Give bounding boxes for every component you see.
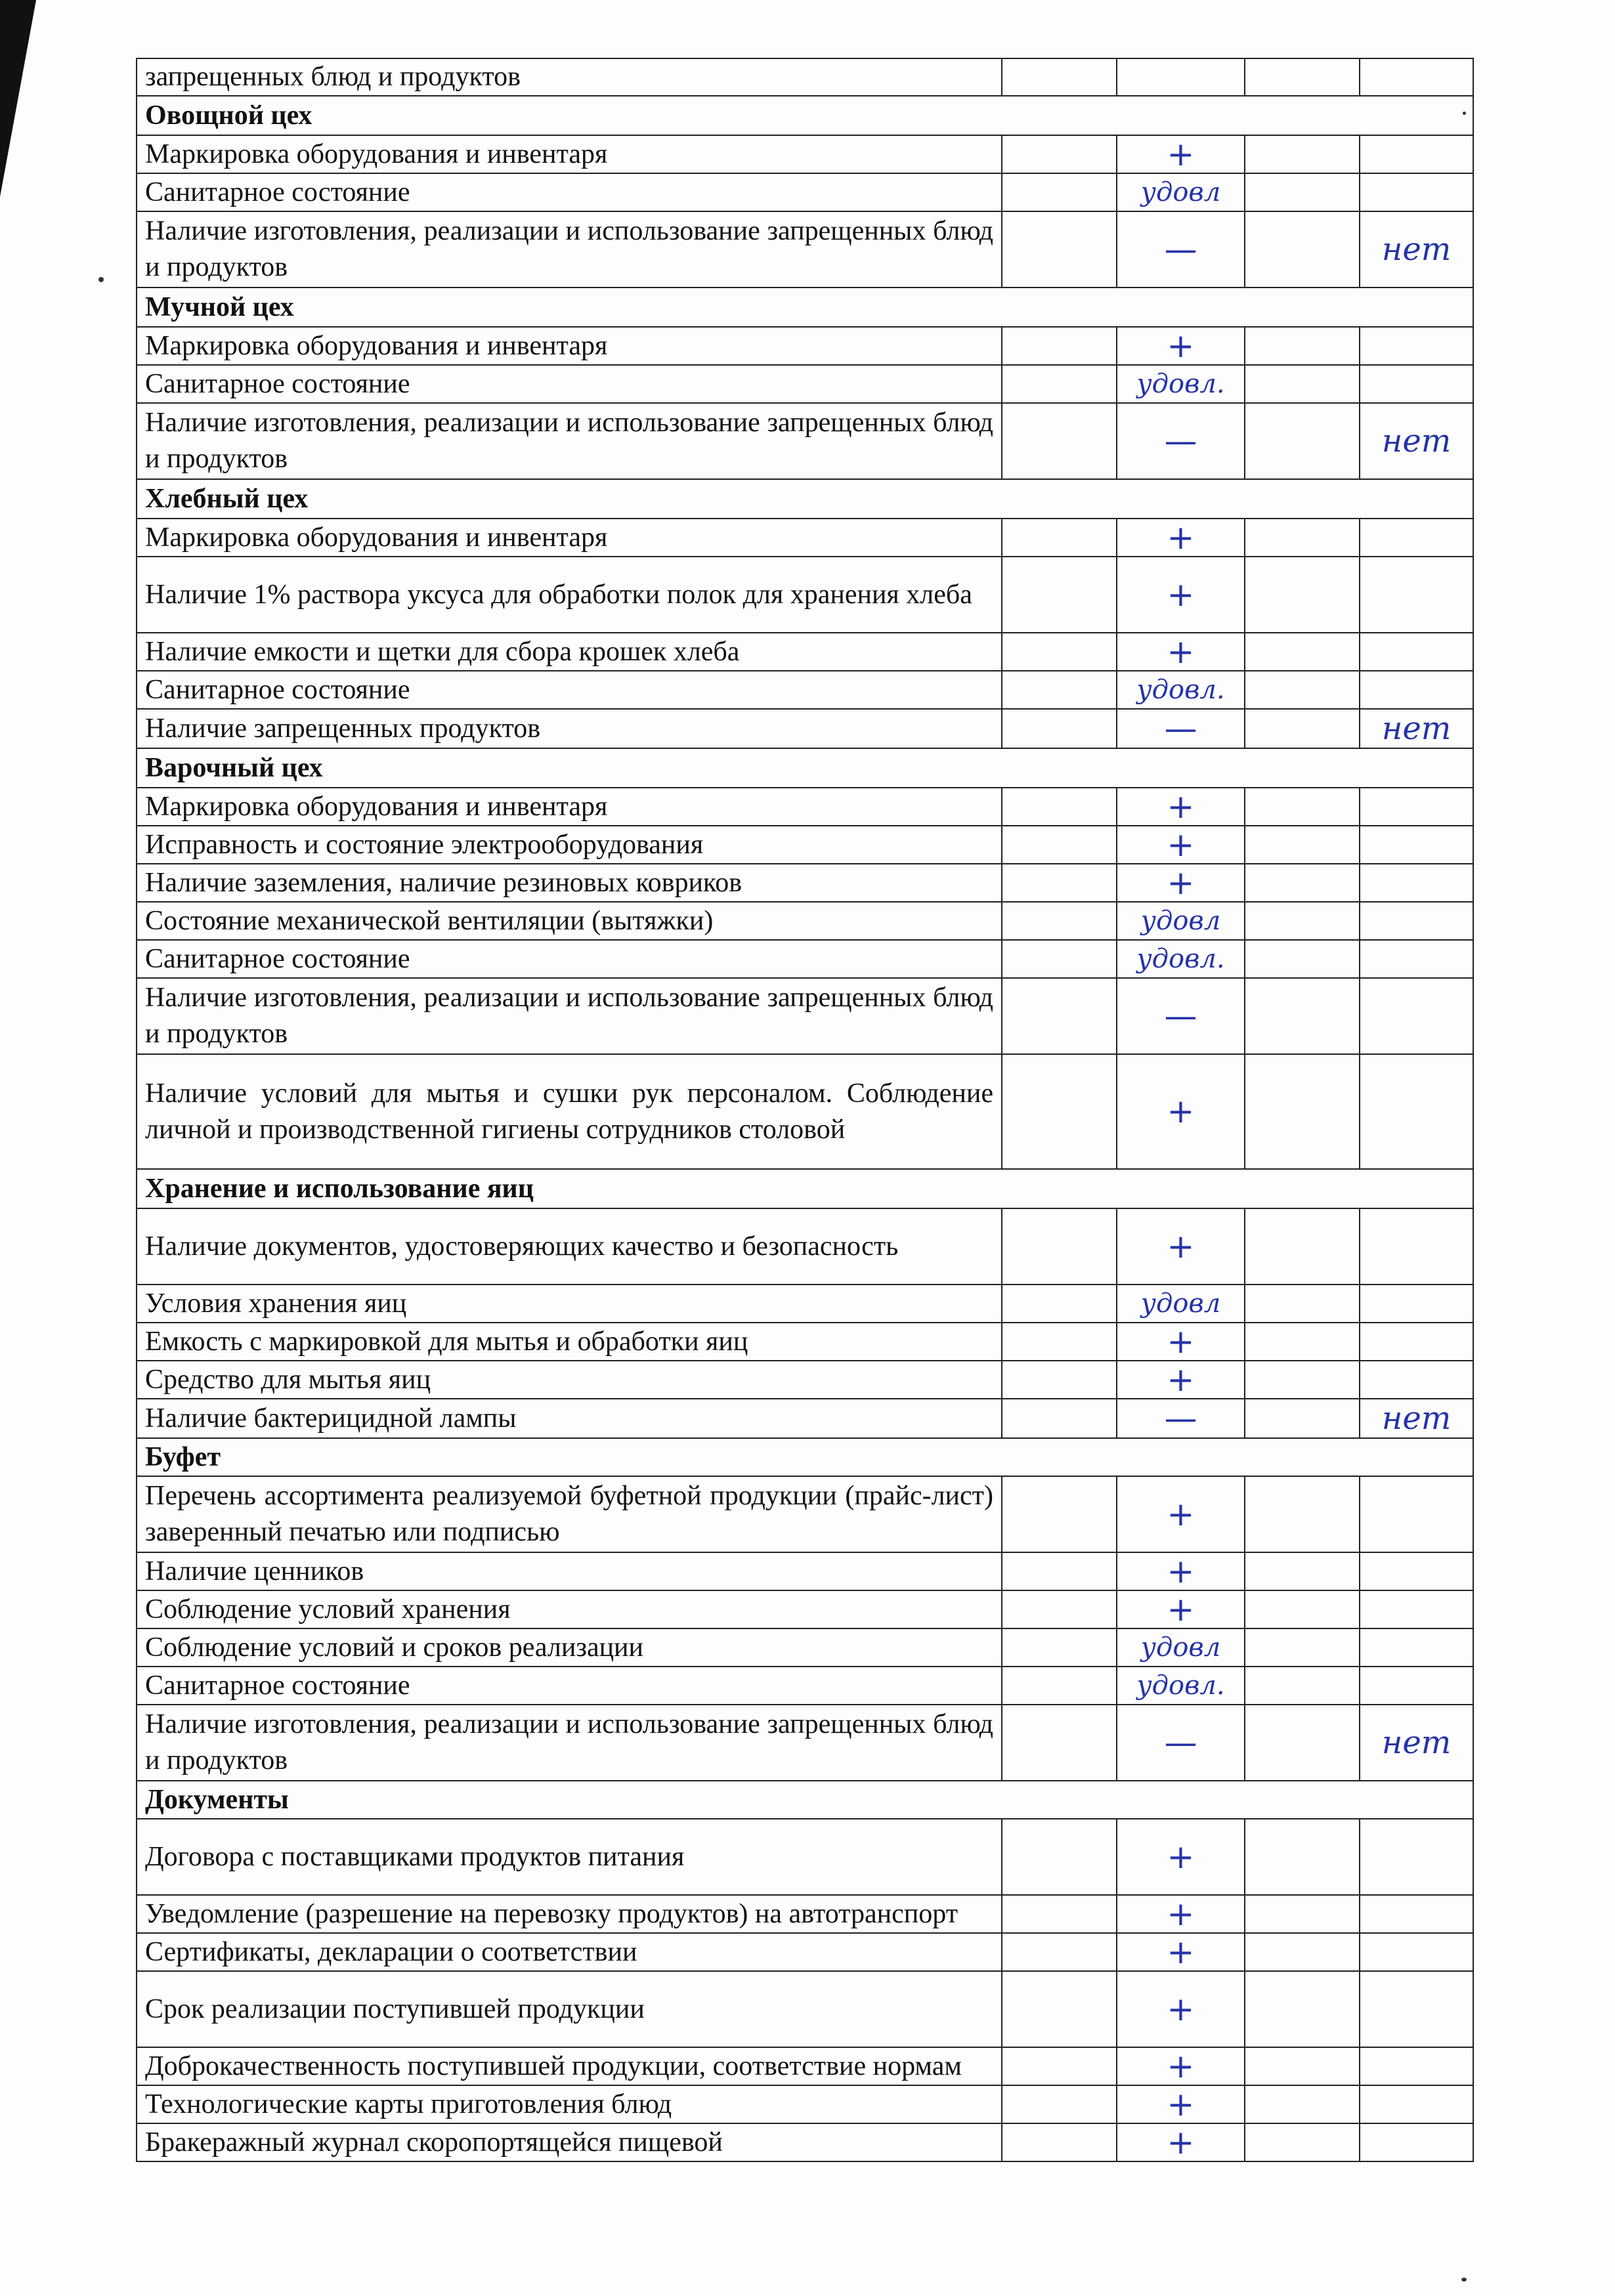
empty-cell bbox=[1002, 1285, 1117, 1323]
empty-cell bbox=[1002, 557, 1117, 633]
checklist-row bbox=[137, 135, 1473, 173]
empty-cell bbox=[1245, 1667, 1360, 1705]
checklist-row bbox=[137, 2047, 1473, 2085]
checklist-row bbox=[137, 58, 1473, 96]
handwritten-mark: удовл. bbox=[1117, 671, 1245, 709]
empty-cell bbox=[1002, 1819, 1117, 1895]
checklist-row bbox=[137, 1933, 1473, 1971]
handwritten-note: нет bbox=[1360, 403, 1473, 479]
empty-cell bbox=[1245, 211, 1360, 287]
empty-cell bbox=[1245, 978, 1360, 1054]
empty-cell bbox=[1245, 788, 1360, 826]
criterion-text: Доброкачественность поступившей продукции, соответствие нормам bbox=[137, 2047, 1002, 2085]
empty-cell bbox=[1002, 365, 1117, 403]
scan-shadow bbox=[0, 0, 36, 197]
empty-cell bbox=[1245, 1476, 1360, 1552]
checklist-row bbox=[137, 557, 1473, 633]
handwritten-mark: + bbox=[1117, 1476, 1245, 1552]
scan-speck bbox=[98, 277, 104, 282]
handwritten-note bbox=[1360, 173, 1473, 211]
checklist-row bbox=[137, 1971, 1473, 2047]
criterion-text: Соблюдение условий хранения bbox=[137, 1590, 1002, 1628]
handwritten-note bbox=[1360, 2085, 1473, 2123]
empty-cell bbox=[1002, 2085, 1117, 2123]
criterion-text: Санитарное состояние bbox=[137, 671, 1002, 709]
handwritten-note bbox=[1360, 1819, 1473, 1895]
checklist-row bbox=[137, 1819, 1473, 1895]
handwritten-mark: + bbox=[1117, 2047, 1245, 2085]
empty-cell bbox=[1245, 1323, 1360, 1361]
handwritten-mark: + bbox=[1117, 1895, 1245, 1933]
empty-cell bbox=[1245, 1054, 1360, 1169]
criterion-text: Наличие заземления, наличие резиновых ковриков bbox=[137, 864, 1002, 902]
criterion-text: Наличие условий для мытья и сушки рук персоналом. Соблюдение личной и производственной гигиены сотрудников столовой bbox=[137, 1054, 1002, 1169]
criterion-text: Технологические карты приготовления блюд bbox=[137, 2085, 1002, 2123]
handwritten-mark: — bbox=[1117, 978, 1245, 1054]
empty-cell bbox=[1245, 902, 1360, 940]
criterion-text: Сертификаты, декларации о соответствии bbox=[137, 1933, 1002, 1971]
criterion-text: Наличие документов, удостоверяющих качество и безопасность bbox=[137, 1208, 1002, 1285]
checklist-row bbox=[137, 1705, 1473, 1781]
handwritten-note: нет bbox=[1360, 1705, 1473, 1781]
criterion-text: Маркировка оборудования и инвентаря bbox=[137, 135, 1002, 173]
handwritten-note bbox=[1360, 327, 1473, 365]
empty-cell bbox=[1245, 671, 1360, 709]
handwritten-note: нет bbox=[1360, 1399, 1473, 1438]
criterion-text: Наличие изготовления, реализации и использование запрещенных блюд и продуктов bbox=[137, 1705, 1002, 1781]
empty-cell bbox=[1002, 709, 1117, 748]
handwritten-mark: — bbox=[1117, 1705, 1245, 1781]
empty-cell bbox=[1002, 135, 1117, 173]
handwritten-mark bbox=[1117, 58, 1245, 96]
handwritten-note bbox=[1360, 1971, 1473, 2047]
handwritten-note bbox=[1360, 365, 1473, 403]
checklist-row bbox=[137, 788, 1473, 826]
handwritten-mark: + bbox=[1117, 1208, 1245, 1285]
handwritten-mark: — bbox=[1117, 709, 1245, 748]
criterion-text: Санитарное состояние bbox=[137, 1667, 1002, 1705]
scan-speck bbox=[1463, 112, 1466, 115]
empty-cell bbox=[1245, 2123, 1360, 2161]
criterion-text: Исправность и состояние электрооборудования bbox=[137, 826, 1002, 864]
empty-cell bbox=[1245, 633, 1360, 671]
handwritten-note bbox=[1360, 1476, 1473, 1552]
section-row bbox=[137, 287, 1473, 327]
checklist-row bbox=[137, 1361, 1473, 1399]
checklist-row bbox=[137, 709, 1473, 748]
handwritten-note bbox=[1360, 826, 1473, 864]
empty-cell bbox=[1245, 1590, 1360, 1628]
empty-cell bbox=[1002, 826, 1117, 864]
empty-cell bbox=[1002, 1054, 1117, 1169]
handwritten-mark: + bbox=[1117, 1971, 1245, 2047]
checklist-row bbox=[137, 940, 1473, 978]
criterion-text: Наличие 1% раствора уксуса для обработки полок для хранения хлеба bbox=[137, 557, 1002, 633]
section-title: Документы bbox=[137, 1781, 1473, 1819]
empty-cell bbox=[1245, 864, 1360, 902]
empty-cell bbox=[1002, 1667, 1117, 1705]
empty-cell bbox=[1002, 1590, 1117, 1628]
empty-cell bbox=[1002, 978, 1117, 1054]
handwritten-note bbox=[1360, 788, 1473, 826]
empty-cell bbox=[1002, 940, 1117, 978]
scan-speck bbox=[1461, 2278, 1467, 2282]
handwritten-note bbox=[1360, 1628, 1473, 1667]
handwritten-note: нет bbox=[1360, 709, 1473, 748]
section-title: Хранение и использование яиц bbox=[137, 1169, 1473, 1208]
handwritten-note bbox=[1360, 519, 1473, 557]
handwritten-note bbox=[1360, 1323, 1473, 1361]
handwritten-note bbox=[1360, 1667, 1473, 1705]
checklist-row bbox=[137, 978, 1473, 1054]
handwritten-mark: + bbox=[1117, 1361, 1245, 1399]
criterion-text: Наличие изготовления, реализации и использование запрещенных блюд и продуктов bbox=[137, 403, 1002, 479]
checklist-row bbox=[137, 1399, 1473, 1438]
checklist-row bbox=[137, 1323, 1473, 1361]
handwritten-mark: удовл bbox=[1117, 1628, 1245, 1667]
checklist-row bbox=[137, 633, 1473, 671]
handwritten-note bbox=[1360, 1552, 1473, 1590]
checklist-row bbox=[137, 2123, 1473, 2161]
empty-cell bbox=[1002, 1208, 1117, 1285]
criterion-text: Срок реализации поступившей продукции bbox=[137, 1971, 1002, 2047]
handwritten-mark: удовл. bbox=[1117, 365, 1245, 403]
empty-cell bbox=[1002, 864, 1117, 902]
empty-cell bbox=[1245, 1971, 1360, 2047]
empty-cell bbox=[1245, 1285, 1360, 1323]
empty-cell bbox=[1245, 365, 1360, 403]
handwritten-mark: — bbox=[1117, 1399, 1245, 1438]
empty-cell bbox=[1245, 557, 1360, 633]
criterion-text: Состояние механической вентиляции (вытяжки) bbox=[137, 902, 1002, 940]
criterion-text: Соблюдение условий и сроков реализации bbox=[137, 1628, 1002, 1667]
criterion-text: Средство для мытья яиц bbox=[137, 1361, 1002, 1399]
empty-cell bbox=[1002, 1705, 1117, 1781]
empty-cell bbox=[1245, 826, 1360, 864]
empty-cell bbox=[1245, 135, 1360, 173]
checklist-row bbox=[137, 365, 1473, 403]
criterion-text: Наличие изготовления, реализации и использование запрещенных блюд и продуктов bbox=[137, 978, 1002, 1054]
handwritten-mark: + bbox=[1117, 1552, 1245, 1590]
handwritten-mark: + bbox=[1117, 2085, 1245, 2123]
checklist-row bbox=[137, 211, 1473, 287]
empty-cell bbox=[1245, 2047, 1360, 2085]
handwritten-mark: — bbox=[1117, 211, 1245, 287]
handwritten-note bbox=[1360, 2047, 1473, 2085]
empty-cell bbox=[1245, 1895, 1360, 1933]
handwritten-note bbox=[1360, 1590, 1473, 1628]
handwritten-note bbox=[1360, 557, 1473, 633]
checklist-row bbox=[137, 403, 1473, 479]
inspection-checklist-table bbox=[136, 58, 1474, 2162]
section-row bbox=[137, 1438, 1473, 1476]
handwritten-mark: + bbox=[1117, 519, 1245, 557]
criterion-text: Наличие ценников bbox=[137, 1552, 1002, 1590]
handwritten-note bbox=[1360, 902, 1473, 940]
empty-cell bbox=[1002, 173, 1117, 211]
criterion-text: Уведомление (разрешение на перевозку продуктов) на автотранспорт bbox=[137, 1895, 1002, 1933]
checklist-row bbox=[137, 1895, 1473, 1933]
empty-cell bbox=[1002, 1933, 1117, 1971]
checklist-row bbox=[137, 2085, 1473, 2123]
checklist-row bbox=[137, 519, 1473, 557]
handwritten-mark: + bbox=[1117, 327, 1245, 365]
handwritten-mark: + bbox=[1117, 2123, 1245, 2161]
criterion-text: Перечень ассортимента реализуемой буфетной продукции (прайс-лист) заверенный печатью или подписью bbox=[137, 1476, 1002, 1552]
handwritten-note: нет bbox=[1360, 211, 1473, 287]
criterion-text: Условия хранения яиц bbox=[137, 1285, 1002, 1323]
empty-cell bbox=[1002, 1323, 1117, 1361]
checklist-row bbox=[137, 1054, 1473, 1169]
empty-cell bbox=[1002, 1361, 1117, 1399]
handwritten-note bbox=[1360, 1933, 1473, 1971]
handwritten-note bbox=[1360, 671, 1473, 709]
handwritten-mark: + bbox=[1117, 1590, 1245, 1628]
empty-cell bbox=[1245, 58, 1360, 96]
handwritten-mark: удовл bbox=[1117, 902, 1245, 940]
empty-cell bbox=[1002, 1399, 1117, 1438]
criterion-text: Санитарное состояние bbox=[137, 365, 1002, 403]
handwritten-mark: удовл. bbox=[1117, 1667, 1245, 1705]
section-row bbox=[137, 1781, 1473, 1819]
handwritten-mark: удовл bbox=[1117, 173, 1245, 211]
empty-cell bbox=[1245, 1819, 1360, 1895]
checklist-row bbox=[137, 1476, 1473, 1552]
criterion-text: Маркировка оборудования и инвентаря bbox=[137, 519, 1002, 557]
checklist-row bbox=[137, 1552, 1473, 1590]
handwritten-mark: удовл bbox=[1117, 1285, 1245, 1323]
criterion-text: Договора с поставщиками продуктов питания bbox=[137, 1819, 1002, 1895]
empty-cell bbox=[1002, 788, 1117, 826]
criterion-text: Санитарное состояние bbox=[137, 173, 1002, 211]
handwritten-note bbox=[1360, 1208, 1473, 1285]
criterion-text: Санитарное состояние bbox=[137, 940, 1002, 978]
empty-cell bbox=[1245, 1933, 1360, 1971]
empty-cell bbox=[1245, 1705, 1360, 1781]
handwritten-note bbox=[1360, 978, 1473, 1054]
checklist-row bbox=[137, 671, 1473, 709]
handwritten-note bbox=[1360, 1054, 1473, 1169]
empty-cell bbox=[1002, 1476, 1117, 1552]
section-row bbox=[137, 96, 1473, 135]
empty-cell bbox=[1245, 2085, 1360, 2123]
handwritten-note bbox=[1360, 1361, 1473, 1399]
handwritten-mark: + bbox=[1117, 826, 1245, 864]
empty-cell bbox=[1002, 1628, 1117, 1667]
handwritten-mark: удовл. bbox=[1117, 940, 1245, 978]
checklist-row bbox=[137, 1667, 1473, 1705]
handwritten-mark: + bbox=[1117, 788, 1245, 826]
handwritten-mark: + bbox=[1117, 864, 1245, 902]
handwritten-mark: + bbox=[1117, 1323, 1245, 1361]
empty-cell bbox=[1002, 671, 1117, 709]
empty-cell bbox=[1245, 1628, 1360, 1667]
handwritten-note bbox=[1360, 2123, 1473, 2161]
section-title: Овощной цех bbox=[137, 96, 1473, 135]
criterion-text: Бракеражный журнал скоропортящейся пищевой bbox=[137, 2123, 1002, 2161]
empty-cell bbox=[1245, 1552, 1360, 1590]
handwritten-note bbox=[1360, 940, 1473, 978]
criterion-text: Наличие запрещенных продуктов bbox=[137, 709, 1002, 748]
criterion-text: Маркировка оборудования и инвентаря bbox=[137, 788, 1002, 826]
checklist-row bbox=[137, 1285, 1473, 1323]
checklist-row bbox=[137, 864, 1473, 902]
handwritten-note bbox=[1360, 1895, 1473, 1933]
section-title: Хлебный цех bbox=[137, 479, 1473, 519]
empty-cell bbox=[1002, 2123, 1117, 2161]
empty-cell bbox=[1245, 940, 1360, 978]
section-title: Мучной цех bbox=[137, 287, 1473, 327]
section-title: Буфет bbox=[137, 1438, 1473, 1476]
handwritten-mark: + bbox=[1117, 633, 1245, 671]
empty-cell bbox=[1245, 403, 1360, 479]
empty-cell bbox=[1002, 211, 1117, 287]
handwritten-note bbox=[1360, 1285, 1473, 1323]
checklist-row bbox=[137, 1628, 1473, 1667]
checklist-row bbox=[137, 327, 1473, 365]
criterion-text: Наличие емкости и щетки для сбора крошек хлеба bbox=[137, 633, 1002, 671]
empty-cell bbox=[1245, 1399, 1360, 1438]
handwritten-mark: + bbox=[1117, 1819, 1245, 1895]
handwritten-mark: — bbox=[1117, 403, 1245, 479]
handwritten-note bbox=[1360, 135, 1473, 173]
empty-cell bbox=[1245, 1208, 1360, 1285]
section-title: Варочный цех bbox=[137, 748, 1473, 788]
empty-cell bbox=[1002, 403, 1117, 479]
criterion-text: Наличие изготовления, реализации и использование запрещенных блюд и продуктов bbox=[137, 211, 1002, 287]
handwritten-note bbox=[1360, 633, 1473, 671]
checklist-row bbox=[137, 1590, 1473, 1628]
criterion-text: Наличие бактерицидной лампы bbox=[137, 1399, 1002, 1438]
criterion-text: Емкость с маркировкой для мытья и обработки яиц bbox=[137, 1323, 1002, 1361]
empty-cell bbox=[1002, 902, 1117, 940]
handwritten-note bbox=[1360, 58, 1473, 96]
criterion-text: запрещенных блюд и продуктов bbox=[137, 58, 1002, 96]
section-row bbox=[137, 748, 1473, 788]
section-row bbox=[137, 1169, 1473, 1208]
checklist-row bbox=[137, 902, 1473, 940]
empty-cell bbox=[1002, 633, 1117, 671]
handwritten-note bbox=[1360, 864, 1473, 902]
handwritten-mark: + bbox=[1117, 557, 1245, 633]
checklist-row bbox=[137, 1208, 1473, 1285]
empty-cell bbox=[1002, 58, 1117, 96]
empty-cell bbox=[1245, 709, 1360, 748]
empty-cell bbox=[1002, 2047, 1117, 2085]
empty-cell bbox=[1002, 1552, 1117, 1590]
checklist-body bbox=[137, 58, 1473, 2161]
checklist-row bbox=[137, 826, 1473, 864]
empty-cell bbox=[1002, 519, 1117, 557]
empty-cell bbox=[1002, 1895, 1117, 1933]
handwritten-mark: + bbox=[1117, 1933, 1245, 1971]
section-row bbox=[137, 479, 1473, 519]
empty-cell bbox=[1245, 1361, 1360, 1399]
empty-cell bbox=[1245, 327, 1360, 365]
empty-cell bbox=[1002, 327, 1117, 365]
empty-cell bbox=[1002, 1971, 1117, 2047]
handwritten-mark: + bbox=[1117, 1054, 1245, 1169]
empty-cell bbox=[1245, 173, 1360, 211]
checklist-row bbox=[137, 173, 1473, 211]
empty-cell bbox=[1245, 519, 1360, 557]
criterion-text: Маркировка оборудования и инвентаря bbox=[137, 327, 1002, 365]
handwritten-mark: + bbox=[1117, 135, 1245, 173]
